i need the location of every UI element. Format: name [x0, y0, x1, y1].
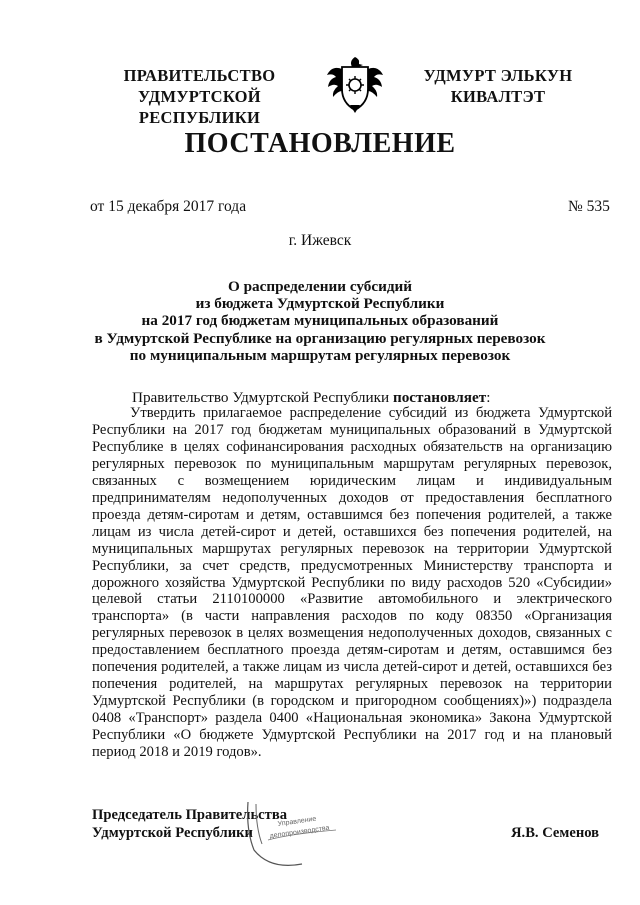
- signatory-position-line2: Удмуртской Республики: [92, 825, 253, 841]
- signatory-name: Я.В. Семенов: [511, 825, 600, 841]
- document-body: [92, 405, 612, 761]
- preamble-text: Правительство Удмуртской Республики: [132, 389, 393, 406]
- coat-of-arms-icon: [326, 55, 384, 115]
- government-name-ru-line2: УДМУРТСКОЙ РЕСПУБЛИКИ: [138, 87, 261, 127]
- preamble-verb: постановляет: [392, 389, 487, 406]
- government-name-udm-line2: КИВАЛТЭТ: [450, 87, 546, 106]
- government-name-udm-line1: УДМУРТ ЭЛЬКУН: [423, 66, 573, 85]
- document-subject: [60, 278, 580, 364]
- body-paragraph: Утвердить прилагаемое распределение субсидий из бюджета Удмуртской Республики на 2017 год бюджетам муниципальных образований в Удмуртской Республике в целях софинансирования расходных обязательств на организацию регулярных перевозок по муниципальным маршрутам регулярных перевозок, связанных с возмещением юридическим лицам и индивидуальным предпринимателям недополученных доходов от предоставления бесплатного проезда детям-сиротам и детям, оставшимся без попечения родителей, а также лицам из числа детей-сирот и детей, оставшихся без попечения родителей, на муниципальных маршрутах регулярных перевозок на территории Удмуртской Республики, за счет средств, предусмотренных Министерству транспорта и дорожного хозяйства Удмуртской Республики по виду расходов 520 «Субсидии» целевой статьи 2110100000 «Развитие автомобильного и электрического транспорта» (в части направления расходов по коду 08350 «Организация регулярных перевозок в целях возмещения недополученных доходов, связанных с предоставлением бесплатного проезда детям-сиротам и детям, оставшимся без попечения родителей, а также лицам из числа детей-сирот и детей, оставшихся без попечения родителей, на маршрутах регулярных перевозок на территории Удмуртской Республики (в городском и пригородном сообщениях)») подраздела 0408 «Транспорт» раздела 0400 «Национальная экономика» Закона Удмуртской Республики «О бюджете Удмуртской Республики на 2017 год и на плановый период 2018 и 2019 годов».: [92, 405, 612, 761]
- government-name-ru: [82, 65, 317, 128]
- signatory-position-line1: Председатель Правительства: [92, 807, 288, 823]
- government-name-ru-line1: ПРАВИТЕЛЬСТВО: [123, 66, 276, 85]
- subject-line: в Удмуртской Республике на организацию регулярных перевозок: [94, 329, 546, 347]
- document-city: г. Ижевск: [288, 232, 352, 249]
- government-name-udm: [398, 65, 598, 107]
- subject-line: из бюджета Удмуртской Республики: [195, 295, 445, 313]
- document-number: № 535: [568, 198, 610, 215]
- preamble-colon: :: [486, 389, 491, 406]
- document-title: ПОСТАНОВЛЕНИЕ: [184, 128, 456, 159]
- stamp-text-line2: делопроизводства: [269, 824, 330, 840]
- office-stamp: [240, 800, 340, 870]
- subject-line: на 2017 год бюджетам муниципальных образований: [141, 312, 499, 330]
- subject-line: О распределении субсидий: [227, 278, 413, 295]
- subject-line: по муниципальным маршрутам регулярных перевозок: [129, 346, 511, 364]
- document-date: от 15 декабря 2017 года: [90, 198, 247, 215]
- stamp-text-line1: Управление: [277, 815, 317, 828]
